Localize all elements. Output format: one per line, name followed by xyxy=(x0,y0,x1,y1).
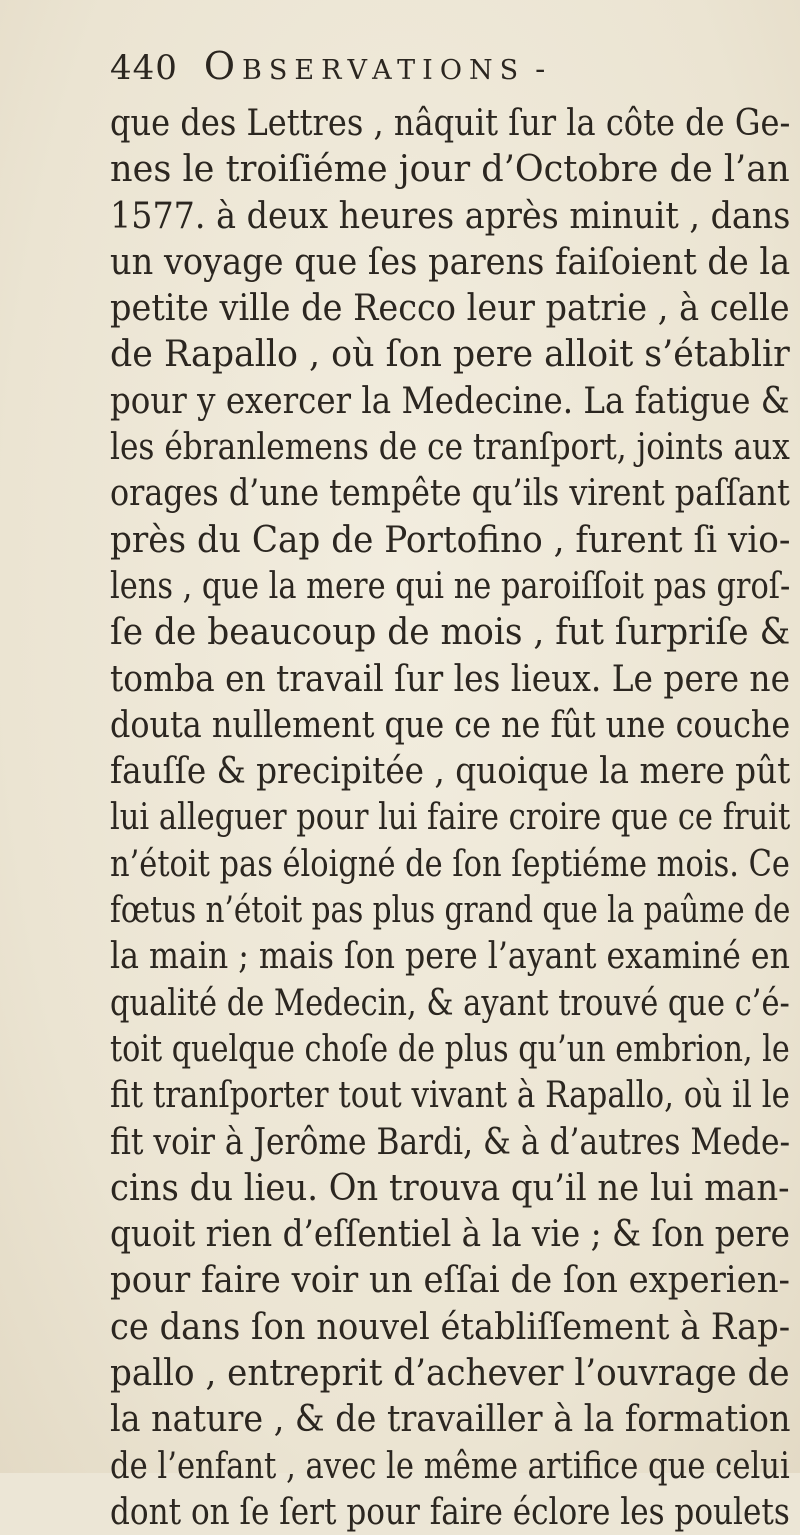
page-header xyxy=(110,44,710,94)
running-head-dash: - xyxy=(535,52,546,87)
text-line: la main ; mais ſon pere l’ayant examiné en xyxy=(110,934,790,978)
text-line: cins du lieu. On trouva qu’il ne lui man- xyxy=(110,1165,790,1209)
text-line: un voyage que ſes parens faiſoient de la xyxy=(110,239,791,283)
text-line: pour faire voir un eſſai de ſon experien- xyxy=(110,1258,790,1302)
text-line: la nature , & de travailler à la formation xyxy=(110,1397,791,1441)
text-line: de Rapallo , où ſon pere alloit s’établir xyxy=(110,332,790,376)
text-line: dont on ſe ſert pour faire éclore les poulets xyxy=(110,1489,790,1533)
text-line: petite ville de Recco leur patrie , à celle xyxy=(110,286,790,330)
text-line: pour y exercer la Medecine. La fatigue & xyxy=(110,378,790,422)
text-line: orages d’une tempête qu’ils virent paſſant xyxy=(110,471,790,515)
text-line: pallo , entreprit d’achever l’ouvrage de xyxy=(110,1351,790,1395)
text-line: toit quelque choſe de plus qu’un embrion, le xyxy=(110,1026,790,1070)
text-line: fœtus n’étoit pas plus grand que la paûme de xyxy=(110,888,791,932)
text-line: les ébranlemens de ce tranſport, joints aux xyxy=(110,425,790,469)
text-line: de l’enfant , avec le même artifice que celui xyxy=(110,1443,790,1487)
text-line: lui alleguer pour lui faire croire que ce fruit xyxy=(110,795,791,839)
body-text xyxy=(110,100,790,1535)
text-line: quoit rien d’eſſentiel à la vie ; & ſon pere xyxy=(110,1212,791,1256)
text-line: près du Cap de Portofino , furent ſi vio- xyxy=(110,517,791,561)
text-line: lens , que la mere qui ne paroiſſoit pas groſ- xyxy=(110,563,791,607)
text-line: fit voir à Jerôme Bardi, & à d’autres Mede- xyxy=(110,1119,791,1163)
text-line: qualité de Medecin, & ayant trouvé que c’é- xyxy=(110,980,790,1024)
text-line: fauſſe & precipitée , quoique la mere pût xyxy=(110,749,791,793)
text-line: tomba en travail ſur les lieux. Le pere ne xyxy=(110,656,791,700)
text-line: que des Lettres , nâquit ſur la côte de Ge- xyxy=(110,101,791,144)
text-line: nes le troiſiéme jour d’Octobre de l’an xyxy=(110,147,790,191)
text-line: 1577. à deux heures après minuit , dans xyxy=(110,193,791,237)
running-head: Observations xyxy=(203,44,526,88)
text-line: ce dans ſon nouvel établiſſement à Rap- xyxy=(110,1304,791,1348)
text-line: ſe de beaucoup de mois , fut ſurpriſe & xyxy=(110,610,791,654)
page-number: 440 xyxy=(110,48,178,88)
text-line: n’étoit pas éloigné de ſon ſeptiéme mois. Ce xyxy=(110,841,790,885)
text-line: douta nullement que ce ne fût une couche xyxy=(110,702,791,746)
text-line: fit tranſporter tout vivant à Rapallo, où il le xyxy=(110,1073,790,1117)
